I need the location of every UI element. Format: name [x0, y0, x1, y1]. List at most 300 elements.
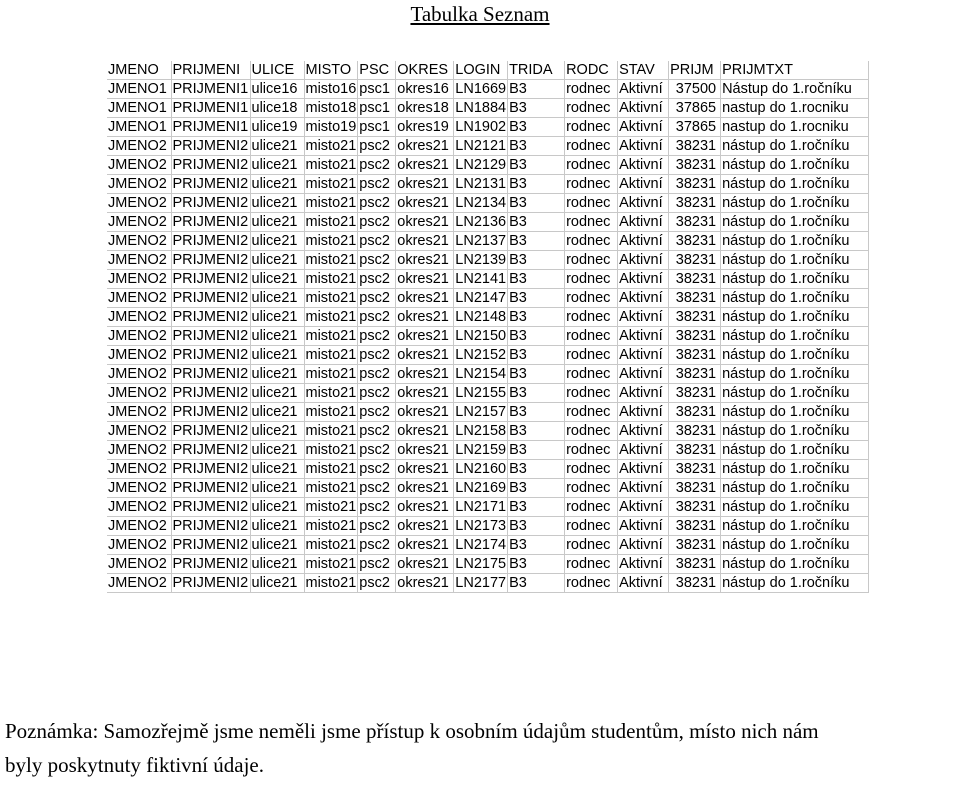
table-cell: LN2171: [455, 499, 507, 516]
table-cell: 37865: [669, 99, 721, 118]
table-cell: PRIJMENI2: [172, 480, 249, 497]
table-cell: okres21: [396, 555, 454, 574]
table-cell: okres19: [396, 118, 454, 137]
table-cell: psc2: [358, 194, 396, 213]
table-cell: misto21: [305, 347, 357, 364]
table-row: [107, 213, 869, 232]
table-cell: ulice21: [250, 498, 304, 517]
table-cell: nástup do 1.ročníku: [721, 251, 869, 270]
table-cell: misto21: [305, 271, 357, 288]
table-cell: psc2: [358, 213, 396, 232]
table-cell: ulice21: [250, 460, 304, 479]
table-cell: LN2157: [455, 404, 507, 421]
table-cell: nastup do 1.rocniku: [721, 99, 869, 118]
table-cell: okres21: [396, 213, 454, 232]
table-cell: nástup do 1.ročníku: [721, 156, 869, 175]
table-cell: JMENO2: [107, 422, 171, 441]
table-cell: ulice21: [250, 137, 304, 156]
table-cell: okres21: [396, 517, 454, 536]
table-cell: Aktivní: [618, 289, 669, 308]
table-row: [107, 536, 869, 555]
table-cell: JMENO2: [107, 308, 171, 327]
table-cell: rodnec: [565, 137, 618, 156]
table-cell: PRIJMENI2: [172, 385, 249, 402]
table-cell: rodnec: [565, 289, 618, 308]
table-cell: ulice21: [250, 384, 304, 403]
table-cell: rodnec: [565, 574, 618, 593]
table-cell: psc2: [358, 156, 396, 175]
table-cell: rodnec: [565, 99, 618, 118]
table-cell: misto21: [305, 157, 357, 174]
table-cell: okres21: [396, 175, 454, 194]
table-cell: okres21: [396, 232, 454, 251]
table-cell: LN2159: [455, 442, 507, 459]
table-cell: 38231: [669, 479, 721, 498]
table-cell: JMENO1: [107, 118, 171, 137]
table-cell: misto21: [305, 537, 357, 554]
table-cell: rodnec: [565, 194, 618, 213]
table-cell: okres21: [396, 194, 454, 213]
table-cell: B3: [508, 403, 565, 422]
table-cell: nástup do 1.ročníku: [721, 517, 869, 536]
table-row: [107, 574, 869, 593]
table-cell: okres21: [396, 346, 454, 365]
table-cell: PRIJMENI1: [172, 100, 249, 117]
table-cell: rodnec: [565, 460, 618, 479]
table-cell: 38231: [669, 346, 721, 365]
table-cell: JMENO2: [107, 327, 171, 346]
table-cell: Aktivní: [618, 213, 669, 232]
table-cell: rodnec: [565, 365, 618, 384]
table-cell: 38231: [669, 194, 721, 213]
table-cell: misto21: [305, 423, 357, 440]
table-cell: rodnec: [565, 422, 618, 441]
table-cell: 38231: [669, 308, 721, 327]
table-cell: Aktivní: [618, 441, 669, 460]
column-header-jmeno: JMENO: [107, 61, 171, 80]
table-cell: psc2: [358, 175, 396, 194]
table-cell: Aktivní: [618, 137, 669, 156]
table-cell: PRIJMENI2: [172, 157, 249, 174]
table-cell: JMENO2: [107, 232, 171, 251]
table-cell: JMENO2: [107, 213, 171, 232]
column-header-trida: TRIDA: [508, 61, 565, 80]
table-cell: B3: [508, 574, 565, 593]
table-cell: JMENO2: [107, 194, 171, 213]
table-cell: misto21: [305, 442, 357, 459]
table-cell: Aktivní: [618, 555, 669, 574]
table-cell: 38231: [669, 517, 721, 536]
table-cell: Aktivní: [618, 118, 669, 137]
table-cell: ulice21: [250, 251, 304, 270]
table-cell: JMENO2: [107, 175, 171, 194]
table-cell: 38231: [669, 498, 721, 517]
table-cell: psc2: [358, 327, 396, 346]
table-cell: nástup do 1.ročníku: [721, 308, 869, 327]
table-cell: LN2158: [455, 423, 507, 440]
table-cell: B3: [508, 536, 565, 555]
table-cell: PRIJMENI2: [172, 442, 249, 459]
table-cell: LN2129: [455, 157, 507, 174]
table-cell: LN2136: [455, 214, 507, 231]
table-cell: Aktivní: [618, 251, 669, 270]
table-cell: Aktivní: [618, 574, 669, 593]
table-cell: okres21: [396, 327, 454, 346]
table-cell: 38231: [669, 403, 721, 422]
table-cell: rodnec: [565, 384, 618, 403]
table-cell: B3: [508, 422, 565, 441]
table-cell: JMENO1: [107, 99, 171, 118]
table-cell: misto21: [305, 176, 357, 193]
table-cell: Aktivní: [618, 384, 669, 403]
table-cell: 38231: [669, 175, 721, 194]
column-header-misto: MISTO: [304, 61, 358, 80]
table-cell: B3: [508, 384, 565, 403]
table-cell: psc2: [358, 422, 396, 441]
table-cell: nástup do 1.ročníku: [721, 232, 869, 251]
table-cell: ulice21: [250, 194, 304, 213]
table-cell: JMENO2: [107, 270, 171, 289]
table-cell: B3: [508, 308, 565, 327]
table-cell: B3: [508, 460, 565, 479]
table-cell: PRIJMENI2: [172, 404, 249, 421]
table-cell: okres21: [396, 308, 454, 327]
table-cell: okres21: [396, 422, 454, 441]
table-cell: rodnec: [565, 403, 618, 422]
table-cell: JMENO2: [107, 479, 171, 498]
table-cell: okres21: [396, 270, 454, 289]
table-cell: nástup do 1.ročníku: [721, 479, 869, 498]
table-cell: psc2: [358, 137, 396, 156]
table-cell: LN2155: [455, 385, 507, 402]
table-cell: ulice21: [250, 270, 304, 289]
table-cell: B3: [508, 156, 565, 175]
table-cell: psc2: [358, 289, 396, 308]
table-cell: ulice21: [250, 441, 304, 460]
table-cell: rodnec: [565, 308, 618, 327]
table-cell: nástup do 1.ročníku: [721, 498, 869, 517]
table-cell: rodnec: [565, 80, 618, 99]
table-cell: ulice21: [250, 403, 304, 422]
table-cell: B3: [508, 479, 565, 498]
table-cell: rodnec: [565, 156, 618, 175]
table-cell: LN2152: [455, 347, 507, 364]
table-cell: B3: [508, 175, 565, 194]
table-cell: PRIJMENI2: [172, 423, 249, 440]
table-row: [107, 460, 869, 479]
table-cell: Aktivní: [618, 270, 669, 289]
column-header-ulice: ULICE: [250, 61, 304, 80]
table-cell: LN2148: [455, 309, 507, 326]
table-cell: B3: [508, 99, 565, 118]
table-cell: nástup do 1.ročníku: [721, 365, 869, 384]
table-cell: Aktivní: [618, 232, 669, 251]
table-cell: nástup do 1.ročníku: [721, 441, 869, 460]
table-cell: JMENO2: [107, 346, 171, 365]
table-cell: nástup do 1.ročníku: [721, 289, 869, 308]
table-cell: LN2175: [455, 556, 507, 573]
table-cell: okres21: [396, 498, 454, 517]
table-cell: B3: [508, 346, 565, 365]
table-cell: misto16: [305, 81, 357, 98]
table-row: [107, 289, 869, 308]
table-row: [107, 517, 869, 536]
table-cell: nástup do 1.ročníku: [721, 175, 869, 194]
table-cell: PRIJMENI1: [172, 81, 249, 98]
table-cell: LN2169: [455, 480, 507, 497]
table-cell: Aktivní: [618, 99, 669, 118]
table-row: [107, 479, 869, 498]
table-row: [107, 80, 869, 99]
table-cell: B3: [508, 498, 565, 517]
table-cell: misto21: [305, 309, 357, 326]
table-cell: okres21: [396, 137, 454, 156]
table-cell: B3: [508, 137, 565, 156]
table-cell: okres21: [396, 156, 454, 175]
table-cell: Aktivní: [618, 175, 669, 194]
table-cell: JMENO2: [107, 574, 171, 593]
table-cell: JMENO2: [107, 536, 171, 555]
table-cell: B3: [508, 251, 565, 270]
table-row: [107, 555, 869, 574]
table-cell: psc2: [358, 270, 396, 289]
table-cell: 38231: [669, 536, 721, 555]
table-row: [107, 422, 869, 441]
table-cell: Aktivní: [618, 460, 669, 479]
table-row: [107, 403, 869, 422]
table-cell: nástup do 1.ročníku: [721, 536, 869, 555]
table-cell: PRIJMENI2: [172, 138, 249, 155]
table-cell: rodnec: [565, 232, 618, 251]
table-cell: B3: [508, 327, 565, 346]
table-cell: nastup do 1.rocniku: [721, 118, 869, 137]
page-title: Tabulka Seznam: [410, 2, 550, 26]
table-cell: misto19: [305, 119, 357, 136]
table-cell: JMENO2: [107, 441, 171, 460]
table-cell: PRIJMENI2: [172, 328, 249, 345]
table-cell: misto21: [305, 252, 357, 269]
table-row: [107, 156, 869, 175]
table-cell: ulice21: [250, 327, 304, 346]
table-cell: Aktivní: [618, 327, 669, 346]
table-cell: psc2: [358, 403, 396, 422]
table-cell: 38231: [669, 156, 721, 175]
table-cell: B3: [508, 555, 565, 574]
table-cell: misto21: [305, 518, 357, 535]
table-cell: 38231: [669, 327, 721, 346]
table-cell: B3: [508, 441, 565, 460]
table-cell: 38231: [669, 270, 721, 289]
table-cell: LN2121: [455, 138, 507, 155]
table-cell: nástup do 1.ročníku: [721, 346, 869, 365]
table-cell: misto21: [305, 499, 357, 516]
table-cell: rodnec: [565, 270, 618, 289]
table-cell: psc1: [358, 80, 396, 99]
table-cell: Aktivní: [618, 479, 669, 498]
table-cell: rodnec: [565, 175, 618, 194]
table-cell: okres21: [396, 289, 454, 308]
table-cell: psc2: [358, 384, 396, 403]
table-cell: 38231: [669, 384, 721, 403]
column-header-login: LOGIN: [454, 61, 508, 80]
table-cell: psc2: [358, 365, 396, 384]
table-cell: JMENO2: [107, 384, 171, 403]
table-cell: nástup do 1.ročníku: [721, 574, 869, 593]
column-header-prijm: PRIJM: [669, 61, 721, 80]
table-cell: B3: [508, 80, 565, 99]
table-cell: Aktivní: [618, 346, 669, 365]
table-cell: PRIJMENI2: [172, 556, 249, 573]
table-cell: 37865: [669, 118, 721, 137]
table-cell: PRIJMENI2: [172, 309, 249, 326]
table-cell: LN2139: [455, 252, 507, 269]
table-cell: psc2: [358, 460, 396, 479]
table-cell: okres21: [396, 365, 454, 384]
table-cell: LN1884: [455, 100, 507, 117]
table-cell: PRIJMENI2: [172, 233, 249, 250]
table-cell: 38231: [669, 365, 721, 384]
footnote: [5, 714, 960, 782]
column-header-prijmeni: PRIJMENI: [171, 61, 250, 80]
table-cell: ulice18: [250, 99, 304, 118]
table-cell: JMENO1: [107, 80, 171, 99]
table-cell: B3: [508, 213, 565, 232]
table-cell: rodnec: [565, 441, 618, 460]
table-cell: JMENO2: [107, 251, 171, 270]
table-cell: PRIJMENI2: [172, 366, 249, 383]
table-cell: ulice21: [250, 156, 304, 175]
table-row: [107, 99, 869, 118]
table-row: [107, 308, 869, 327]
table-row: [107, 327, 869, 346]
table-cell: 38231: [669, 232, 721, 251]
table-cell: psc2: [358, 517, 396, 536]
table-cell: misto21: [305, 290, 357, 307]
table-row: [107, 270, 869, 289]
table-cell: JMENO2: [107, 498, 171, 517]
table-cell: psc2: [358, 308, 396, 327]
data-table: [107, 61, 869, 593]
table-cell: nástup do 1.ročníku: [721, 422, 869, 441]
table-cell: ulice21: [250, 232, 304, 251]
table-row: [107, 384, 869, 403]
table-cell: misto21: [305, 404, 357, 421]
table-cell: PRIJMENI2: [172, 290, 249, 307]
table-cell: okres21: [396, 403, 454, 422]
table-cell: psc1: [358, 99, 396, 118]
table-cell: psc2: [358, 479, 396, 498]
table-cell: okres21: [396, 460, 454, 479]
table-cell: B3: [508, 270, 565, 289]
table-cell: LN2131: [455, 176, 507, 193]
table-cell: misto21: [305, 195, 357, 212]
table-cell: okres21: [396, 441, 454, 460]
table-cell: misto21: [305, 233, 357, 250]
table-cell: LN2177: [455, 575, 507, 592]
table-cell: psc2: [358, 232, 396, 251]
table-cell: PRIJMENI2: [172, 499, 249, 516]
table-cell: misto21: [305, 575, 357, 592]
column-header-okres: OKRES: [396, 61, 454, 80]
table-cell: LN2147: [455, 290, 507, 307]
table-cell: 38231: [669, 460, 721, 479]
table-cell: Aktivní: [618, 194, 669, 213]
table-cell: JMENO2: [107, 137, 171, 156]
table-cell: B3: [508, 289, 565, 308]
column-header-psc: PSC: [358, 61, 396, 80]
table-row: [107, 441, 869, 460]
table-row: [107, 194, 869, 213]
table-cell: nástup do 1.ročníku: [721, 270, 869, 289]
table-cell: LN1902: [455, 119, 507, 136]
table-cell: JMENO2: [107, 289, 171, 308]
table-cell: psc2: [358, 555, 396, 574]
table-cell: Aktivní: [618, 403, 669, 422]
table-row: [107, 232, 869, 251]
table-cell: okres16: [396, 80, 454, 99]
table-cell: B3: [508, 118, 565, 137]
table-row: [107, 175, 869, 194]
table-cell: 38231: [669, 574, 721, 593]
table-cell: LN2137: [455, 233, 507, 250]
table-cell: PRIJMENI2: [172, 537, 249, 554]
table-cell: okres18: [396, 99, 454, 118]
table-cell: LN2150: [455, 328, 507, 345]
table-row: [107, 498, 869, 517]
table-cell: nástup do 1.ročníku: [721, 384, 869, 403]
table-cell: misto21: [305, 214, 357, 231]
table-cell: LN2141: [455, 271, 507, 288]
table-cell: rodnec: [565, 213, 618, 232]
table-row: [107, 365, 869, 384]
table-cell: LN2173: [455, 518, 507, 535]
table-cell: Aktivní: [618, 80, 669, 99]
table-cell: rodnec: [565, 536, 618, 555]
column-header-stav: STAV: [618, 61, 669, 80]
table-row: [107, 251, 869, 270]
table-cell: nástup do 1.ročníku: [721, 403, 869, 422]
table-row: [107, 118, 869, 137]
table-cell: PRIJMENI2: [172, 347, 249, 364]
column-header-prijmtxt: PRIJMTXT: [721, 61, 869, 80]
table-cell: ulice21: [250, 308, 304, 327]
table-cell: B3: [508, 517, 565, 536]
table-cell: B3: [508, 365, 565, 384]
table-cell: misto21: [305, 366, 357, 383]
table-cell: PRIJMENI2: [172, 195, 249, 212]
table-cell: okres21: [396, 384, 454, 403]
table-cell: LN2134: [455, 195, 507, 212]
table-cell: rodnec: [565, 346, 618, 365]
table-cell: PRIJMENI2: [172, 271, 249, 288]
table-cell: 38231: [669, 422, 721, 441]
table-cell: misto21: [305, 138, 357, 155]
table-cell: PRIJMENI2: [172, 176, 249, 193]
table-cell: Aktivní: [618, 517, 669, 536]
table-cell: JMENO2: [107, 460, 171, 479]
table-cell: psc2: [358, 251, 396, 270]
table-cell: nástup do 1.ročníku: [721, 555, 869, 574]
column-header-rodc: RODC: [565, 61, 618, 80]
table-cell: psc1: [358, 118, 396, 137]
table-cell: ulice21: [250, 346, 304, 365]
table-cell: JMENO2: [107, 403, 171, 422]
table-cell: nástup do 1.ročníku: [721, 213, 869, 232]
header-row: [107, 61, 869, 80]
table-cell: PRIJMENI2: [172, 575, 249, 592]
table-cell: JMENO2: [107, 365, 171, 384]
table-cell: PRIJMENI2: [172, 214, 249, 231]
